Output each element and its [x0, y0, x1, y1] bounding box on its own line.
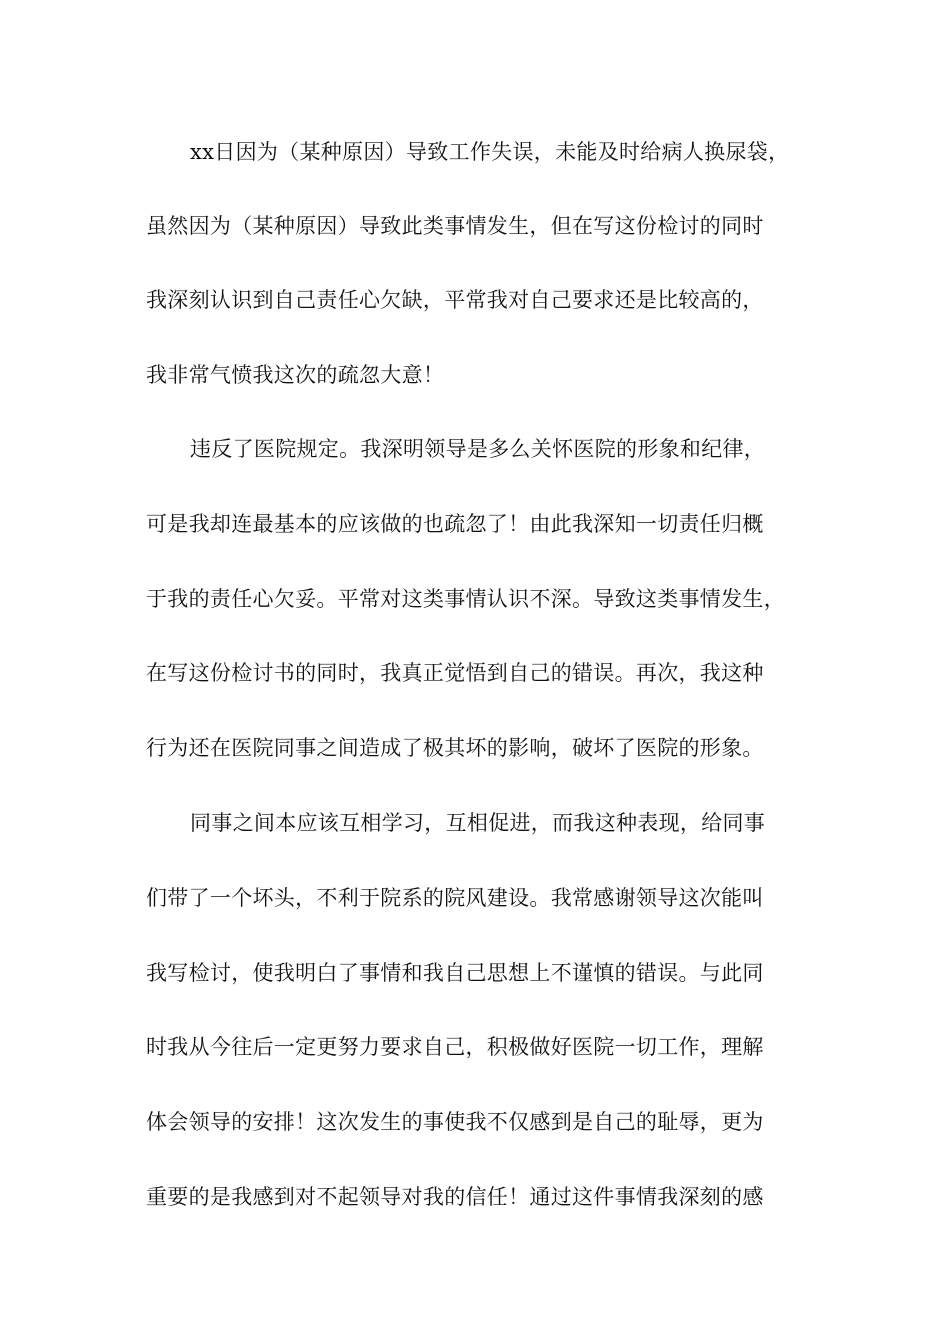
paragraph-3-line-1: 同事之间本应该互相学习，互相促进，而我这种表现，给同事: [190, 811, 766, 835]
paragraph-3-line-4: 时我从今往后一定更努力要求自己，积极做好医院一切工作，理解: [146, 1035, 764, 1059]
paragraph-2-line-5: 行为还在医院同事之间造成了极其坏的影响，破坏了医院的形象。: [146, 736, 764, 760]
paragraph-2-line-3: 于我的责任心欠妥。平常对这类事情认识不深。导致这类事情发生，: [146, 587, 785, 611]
paragraph-1-line-2: 虽然因为（某种原因）导致此类事情发生，但在写这份检讨的同时: [146, 214, 764, 238]
paragraph-1-line-1: xx日因为（某种原因）导致工作失误，未能及时给病人换尿袋，: [190, 140, 790, 164]
paragraph-1-line-4: 我非常气愤我这次的疏忽大意！: [146, 363, 445, 387]
paragraph-2-line-2: 可是我却连最基本的应该做的也疏忽了！由此我深知一切责任归概: [146, 512, 764, 536]
paragraph-3-line-3: 我写检讨，使我明白了事情和我自己思想上不谨慎的错误。与此同: [146, 961, 764, 985]
paragraph-3-line-6: 重要的是我感到对不起领导对我的信任！通过这件事情我深刻的感: [146, 1185, 764, 1209]
paragraph-1-line-3: 我深刻认识到自己责任心欠缺，平常我对自己要求还是比较高的，: [146, 288, 764, 312]
paragraph-3-line-5: 体会领导的安排！这次发生的事使我不仅感到是自己的耻辱，更为: [146, 1110, 764, 1134]
paragraph-2-line-4: 在写这份检讨书的同时，我真正觉悟到自己的错误。再次，我这种: [146, 661, 764, 685]
paragraph-2-line-1: 违反了医院规定。我深明领导是多么关怀医院的形象和纪律，: [190, 437, 766, 461]
paragraph-3-line-2: 们带了一个坏头，不利于院系的院风建设。我常感谢领导这次能叫: [146, 886, 764, 910]
